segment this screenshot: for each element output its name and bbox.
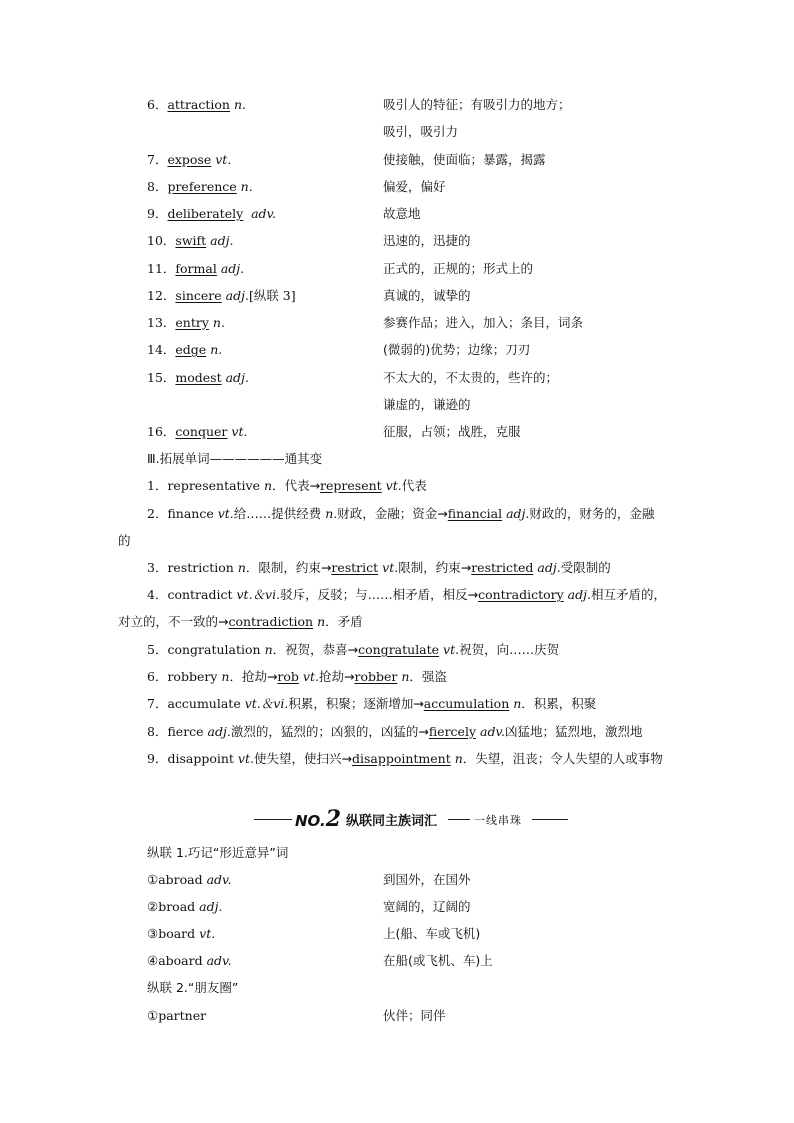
base-word: 7．accumulate bbox=[147, 696, 245, 711]
vocab-item bbox=[147, 233, 471, 249]
part-of-speech: vt. bbox=[217, 506, 234, 521]
vocab-word: modest bbox=[175, 370, 222, 385]
vocab-meaning: 到国外，在国外 bbox=[383, 872, 471, 887]
section-heading: Ⅲ.拓展单词——————通其变 bbox=[147, 451, 323, 466]
vocab-meaning: 真诚的，诚挚的 bbox=[383, 288, 471, 303]
part-of-speech: n bbox=[450, 751, 463, 766]
vocab-word: sincere bbox=[175, 288, 222, 303]
meaning: ．积累，积聚 bbox=[521, 696, 597, 711]
part-of-speech: vt. bbox=[231, 424, 248, 439]
cross-reference: [纵联 3] bbox=[248, 288, 296, 303]
item-number: 11． bbox=[147, 261, 176, 276]
vocab-meaning: 伙伴；同伴 bbox=[383, 1008, 446, 1023]
group-item bbox=[147, 872, 471, 888]
base-word: 6．robbery bbox=[147, 669, 222, 684]
derived-word: financial bbox=[447, 506, 503, 521]
extension-item bbox=[147, 724, 677, 740]
meaning: 受限制的 bbox=[560, 560, 611, 575]
section-title: 纵联同主族词汇 bbox=[346, 814, 438, 829]
meaning: ．抢劫→ bbox=[229, 669, 278, 684]
part-of-speech: adj. bbox=[220, 261, 245, 276]
group-title: 纵联 2.“朋友圈” bbox=[147, 980, 239, 995]
vocab-meaning: 迅速的，迅捷的 bbox=[383, 233, 471, 248]
vocab-meaning: 在船(或飞机、车)上 bbox=[383, 953, 493, 968]
part-of-speech: n bbox=[397, 669, 410, 684]
part-of-speech: n bbox=[509, 696, 522, 711]
base-word: 1．representative bbox=[147, 478, 264, 493]
meaning: 激烈的，猛烈的；凶狠的，凶猛的→ bbox=[230, 724, 429, 739]
item-number: 10． bbox=[147, 233, 176, 248]
extension-item bbox=[147, 587, 677, 603]
vocab-item bbox=[147, 179, 446, 195]
part-of-speech: vt. bbox=[378, 560, 399, 575]
vocab-word: deliberately bbox=[167, 206, 244, 221]
vocab-word: ①partner bbox=[147, 1008, 207, 1023]
part-of-speech: vt. bbox=[195, 926, 216, 941]
part-of-speech: vt. bbox=[298, 669, 319, 684]
derived-word: disappointment bbox=[351, 751, 451, 766]
vocab-meaning: 上(船、车或飞机) bbox=[383, 926, 481, 941]
section-subtitle: 一线串珠 bbox=[474, 814, 522, 827]
meaning: ．限制，约束→ bbox=[245, 560, 332, 575]
part-of-speech: adv. bbox=[476, 724, 505, 739]
meaning: 财政，金融；资金→ bbox=[337, 506, 448, 521]
vocab-meaning: 宽阔的，辽阔的 bbox=[383, 899, 471, 914]
derived-word: contradictory bbox=[478, 587, 564, 602]
part-of-speech: n bbox=[313, 614, 326, 629]
part-of-speech: n bbox=[264, 642, 273, 657]
section-number-digit: 2 bbox=[325, 806, 341, 832]
meaning: 抢劫→ bbox=[318, 669, 355, 684]
group-item bbox=[147, 899, 471, 915]
base-word: 9．disappoint bbox=[147, 751, 238, 766]
vocab-item bbox=[147, 424, 521, 440]
item-number: 9． bbox=[147, 206, 168, 221]
vocab-meaning: 偏爱，偏好 bbox=[383, 179, 446, 194]
part-of-speech: vt.＆vi. bbox=[236, 587, 281, 602]
vocab-item bbox=[147, 261, 534, 277]
derived-word: congratulate bbox=[358, 642, 440, 657]
derived-word: rob bbox=[277, 669, 299, 684]
vocab-meaning: 吸引，吸引力 bbox=[383, 124, 459, 139]
part-of-speech: n. bbox=[233, 97, 246, 112]
meaning: 对立的，不一致的→ bbox=[118, 614, 229, 629]
meaning: 积累，积聚；逐渐增加→ bbox=[288, 696, 424, 711]
divider-line bbox=[532, 819, 568, 820]
part-of-speech: n. bbox=[210, 342, 223, 357]
vocab-meaning: 谦虚的，谦逊的 bbox=[383, 397, 471, 412]
item-number: 13． bbox=[147, 315, 176, 330]
vocab-meaning: 故意地 bbox=[383, 206, 421, 221]
item-number: 14． bbox=[147, 342, 176, 357]
vocab-word: ③board bbox=[147, 926, 196, 941]
meaning: 祝贺，向……庆贺 bbox=[459, 642, 560, 657]
part-of-speech: vt. bbox=[215, 152, 232, 167]
vocab-item bbox=[147, 370, 559, 386]
part-of-speech: vt. bbox=[237, 751, 254, 766]
part-of-speech: adj. bbox=[195, 899, 223, 914]
extension-item bbox=[147, 669, 677, 685]
vocab-item bbox=[147, 315, 584, 331]
item-number: 12． bbox=[147, 288, 176, 303]
part-of-speech: adj. bbox=[502, 506, 530, 521]
derived-word: represent bbox=[320, 478, 382, 493]
vocab-item bbox=[147, 152, 546, 168]
meaning: 使失望，使扫兴→ bbox=[253, 751, 352, 766]
part-of-speech: n bbox=[264, 478, 273, 493]
derived-word: restrict bbox=[331, 560, 379, 575]
extension-item bbox=[147, 642, 677, 658]
group-item bbox=[147, 926, 481, 942]
part-of-speech: adv. bbox=[251, 206, 277, 221]
vocab-meaning: (微弱的)优势；边缘；刀刃 bbox=[383, 342, 531, 357]
part-of-speech: vt. bbox=[381, 478, 402, 493]
section-number bbox=[295, 806, 341, 832]
meaning: 相互矛盾的， bbox=[590, 587, 666, 602]
part-of-speech: vt.＆vi. bbox=[244, 696, 289, 711]
group-item bbox=[147, 1008, 446, 1024]
meaning: 限制，约束→ bbox=[398, 560, 472, 575]
vocab-word: swift bbox=[175, 233, 207, 248]
extension-item bbox=[147, 506, 677, 522]
vocab-meaning: 正式的，正规的；形式上的 bbox=[383, 261, 534, 276]
part-of-speech: n. bbox=[325, 506, 338, 521]
base-word: 8．fierce bbox=[147, 724, 208, 739]
extension-item bbox=[147, 751, 677, 767]
vocab-word: expose bbox=[167, 152, 212, 167]
part-of-speech: adj. bbox=[533, 560, 561, 575]
vocab-word: ①abroad bbox=[147, 872, 203, 887]
vocab-word: ②broad bbox=[147, 899, 196, 914]
vocab-word: edge bbox=[175, 342, 207, 357]
part-of-speech: n. bbox=[212, 315, 225, 330]
meaning: 给……提供经费 bbox=[233, 506, 326, 521]
extension-item bbox=[147, 560, 677, 576]
part-of-speech: adj. bbox=[563, 587, 591, 602]
meaning: ．代表→ bbox=[272, 478, 321, 493]
vocab-meaning: 不太大的，不太贵的，些许的； bbox=[383, 370, 559, 385]
wrapped-text bbox=[118, 614, 363, 630]
vocab-word: preference bbox=[167, 179, 237, 194]
vocab-word: entry bbox=[175, 315, 209, 330]
meaning: 驳斥，反驳；与……相矛盾，相反→ bbox=[280, 587, 479, 602]
part-of-speech: adj. bbox=[210, 233, 234, 248]
vocab-item bbox=[147, 97, 571, 113]
vocab-meaning: 使接触，使面临；暴露，揭露 bbox=[383, 152, 546, 167]
part-of-speech: adv. bbox=[202, 872, 232, 887]
group-title: 纵联 1.巧记“形近意异”词 bbox=[147, 845, 289, 860]
vocab-word: formal bbox=[175, 261, 217, 276]
derived-word: restricted bbox=[471, 560, 534, 575]
part-of-speech: n. bbox=[240, 179, 253, 194]
part-of-speech: adj. bbox=[225, 370, 249, 385]
part-of-speech: n bbox=[221, 669, 230, 684]
part-of-speech: adj. bbox=[207, 724, 231, 739]
meaning: ．矛盾 bbox=[325, 614, 363, 629]
wrapped-text: 的 bbox=[118, 533, 131, 548]
meaning: ．强盗 bbox=[409, 669, 447, 684]
vocab-word: conquer bbox=[175, 424, 228, 439]
part-of-speech: adj. bbox=[225, 288, 249, 303]
derived-word: fiercely bbox=[428, 724, 477, 739]
extension-item bbox=[147, 696, 677, 712]
group-item bbox=[147, 953, 493, 969]
vocab-item bbox=[147, 342, 531, 358]
vocab-meaning: 参赛作品；进入，加入；条目，词条 bbox=[383, 315, 584, 330]
divider-line bbox=[448, 819, 470, 820]
vocab-meaning: 征服，占领；战胜，克服 bbox=[383, 424, 521, 439]
meaning: ．祝贺，恭喜→ bbox=[272, 642, 359, 657]
item-number: 16． bbox=[147, 424, 176, 439]
meaning: 代表 bbox=[401, 478, 427, 493]
section-banner bbox=[230, 806, 570, 832]
extension-item bbox=[147, 478, 677, 494]
vocab-item bbox=[147, 288, 471, 304]
base-word: 3．restriction bbox=[147, 560, 238, 575]
vocab-word: attraction bbox=[167, 97, 230, 112]
base-word: 4．contradict bbox=[147, 587, 237, 602]
meaning: ．失望，沮丧；令人失望的人或事物 bbox=[462, 751, 663, 766]
item-number: 15． bbox=[147, 370, 176, 385]
part-of-speech: n bbox=[237, 560, 246, 575]
part-of-speech: adv. bbox=[202, 953, 232, 968]
item-number: 7． bbox=[147, 152, 168, 167]
derived-word: accumulation bbox=[423, 696, 510, 711]
vocab-word: ④aboard bbox=[147, 953, 203, 968]
base-word: 2．finance bbox=[147, 506, 218, 521]
derived-word: robber bbox=[354, 669, 398, 684]
item-number: 8． bbox=[147, 179, 168, 194]
item-number: 6． bbox=[147, 97, 168, 112]
section-number-prefix: NO. bbox=[295, 812, 326, 830]
part-of-speech: vt. bbox=[439, 642, 460, 657]
derived-word: contradiction bbox=[228, 614, 314, 629]
meaning: 财政的，财务的，金融 bbox=[529, 506, 655, 521]
base-word: 5．congratulation bbox=[147, 642, 265, 657]
meaning: 凶猛地；猛烈地，激烈地 bbox=[505, 724, 643, 739]
vocab-meaning: 吸引人的特征；有吸引力的地方； bbox=[383, 97, 571, 112]
divider-line bbox=[254, 819, 292, 820]
vocab-item bbox=[147, 206, 421, 222]
